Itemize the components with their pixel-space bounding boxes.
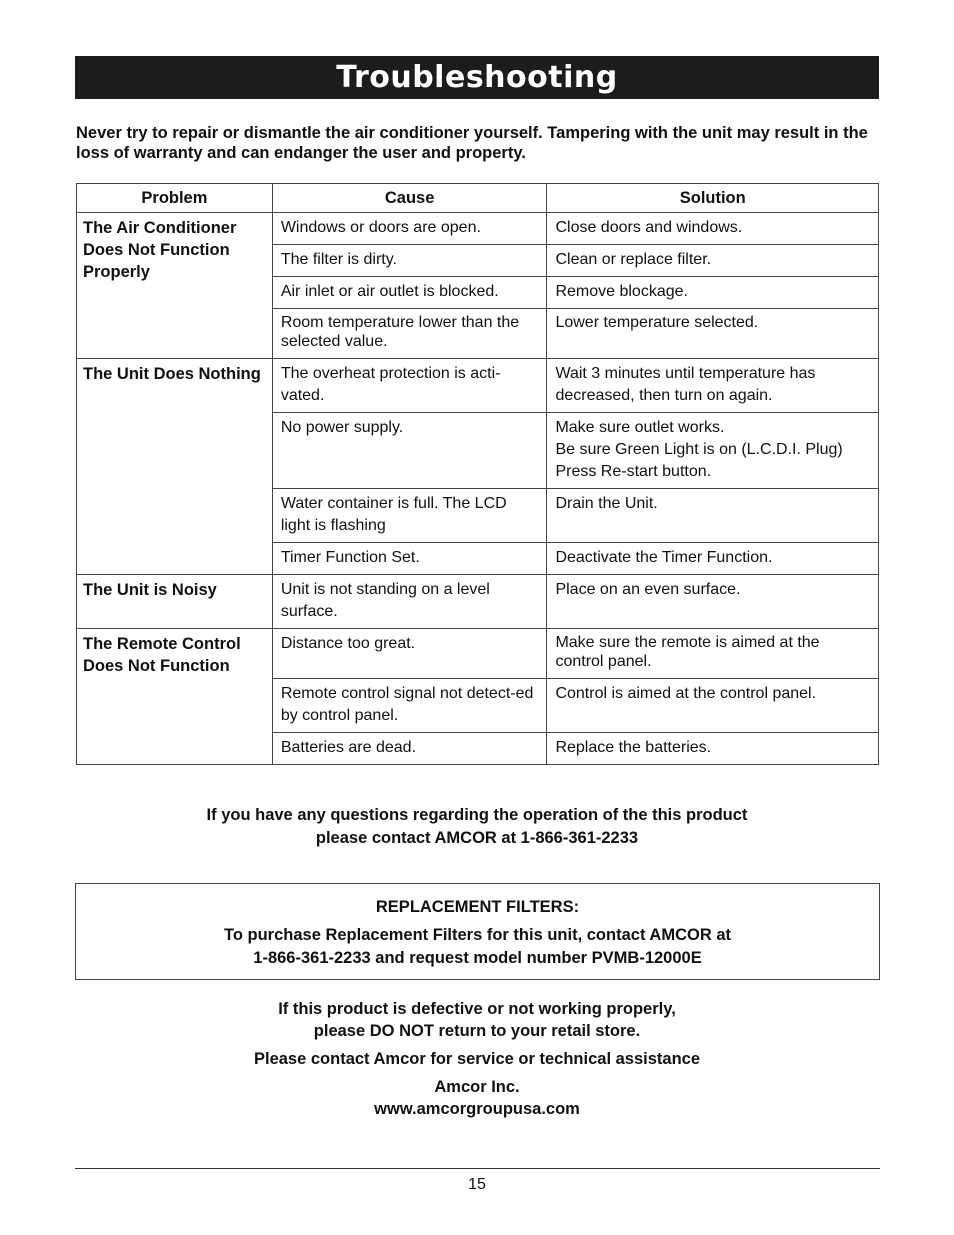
problem-cell: The Unit is Noisy xyxy=(77,575,273,629)
replacement-filters-box xyxy=(75,883,880,980)
problem-cell: The Air Conditioner Does Not Function Properly xyxy=(77,213,273,359)
solution-cell: Deactivate the Timer Function. xyxy=(547,543,879,575)
cause-cell: Timer Function Set. xyxy=(272,543,547,575)
cause-cell: Remote control signal not detect-ed by control panel. xyxy=(272,679,547,733)
solution-cell: Clean or replace filter. xyxy=(547,245,879,277)
solution-cell: Drain the Unit. xyxy=(547,489,879,543)
contact-info xyxy=(76,804,878,850)
cause-cell: Batteries are dead. xyxy=(272,733,547,765)
page-title: Troubleshooting xyxy=(336,60,618,95)
cause-cell: The overheat protection is acti-vated. xyxy=(272,359,547,413)
cause-cell: Unit is not standing on a level surface. xyxy=(272,575,547,629)
solution-cell: Wait 3 minutes until temperature has decreased, then turn on again. xyxy=(547,359,879,413)
troubleshooting-table xyxy=(76,183,879,765)
warning-text: Never try to repair or dismantle the air conditioner yourself. Tampering with the unit may result in the loss of warranty and can endanger the user and property. xyxy=(76,124,868,162)
contact-line-1: If you have any questions regarding the operation of the this product xyxy=(206,806,748,824)
cause-cell: The filter is dirty. xyxy=(272,245,547,277)
defective-notice xyxy=(76,998,878,1120)
footer-divider xyxy=(75,1168,880,1169)
solution-cell: Close doors and windows. xyxy=(547,213,879,245)
company-website: www.amcorgroupusa.com xyxy=(374,1100,580,1118)
header-solution: Solution xyxy=(547,184,879,213)
title-banner xyxy=(75,56,879,99)
defective-line-1: If this product is defective or not working properly, xyxy=(278,1000,676,1018)
header-problem: Problem xyxy=(77,184,273,213)
table-row xyxy=(77,359,879,413)
replacement-filters-heading: REPLACEMENT FILTERS: xyxy=(375,898,580,916)
table-row xyxy=(77,213,879,245)
solution-cell: Control is aimed at the control panel. xyxy=(547,679,879,733)
table-row xyxy=(77,629,879,679)
page-number: 15 xyxy=(468,1176,486,1193)
replacement-filters-text xyxy=(76,924,879,970)
cause-cell: Distance too great. xyxy=(272,629,547,679)
defective-line-2: please DO NOT return to your retail store. xyxy=(313,1022,641,1040)
replacement-filters-line-2: 1-866-361-2233 and request model number PVMB-12000E xyxy=(253,949,702,967)
company-name: Amcor Inc. xyxy=(434,1078,520,1096)
cause-cell: Water container is full. The LCD light is flashing xyxy=(272,489,547,543)
cause-cell: Air inlet or air outlet is blocked. xyxy=(272,277,547,309)
solution-cell: Remove blockage. xyxy=(547,277,879,309)
solution-cell: Make sure outlet works. Be sure Green Light is on (L.C.D.I. Plug) Press Re-start button. xyxy=(547,413,879,489)
cause-cell: Room temperature lower than the selected value. xyxy=(272,309,547,359)
table-header-row xyxy=(77,184,879,213)
problem-cell: The Unit Does Nothing xyxy=(77,359,273,575)
problem-cell: The Remote Control Does Not Function xyxy=(77,629,273,765)
solution-cell: Replace the batteries. xyxy=(547,733,879,765)
header-cause: Cause xyxy=(272,184,547,213)
contact-line-2: please contact AMCOR at 1-866-361-2233 xyxy=(315,829,639,847)
replacement-filters-line-1: To purchase Replacement Filters for this unit, contact AMCOR at xyxy=(224,926,731,944)
defective-line-3: Please contact Amcor for service or technical assistance xyxy=(253,1050,700,1068)
solution-cell: Lower temperature selected. xyxy=(547,309,879,359)
table-row xyxy=(77,575,879,629)
solution-cell: Place on an even surface. xyxy=(547,575,879,629)
cause-cell: Windows or doors are open. xyxy=(272,213,547,245)
cause-cell: No power supply. xyxy=(272,413,547,489)
solution-cell: Make sure the remote is aimed at the control panel. xyxy=(547,629,879,679)
